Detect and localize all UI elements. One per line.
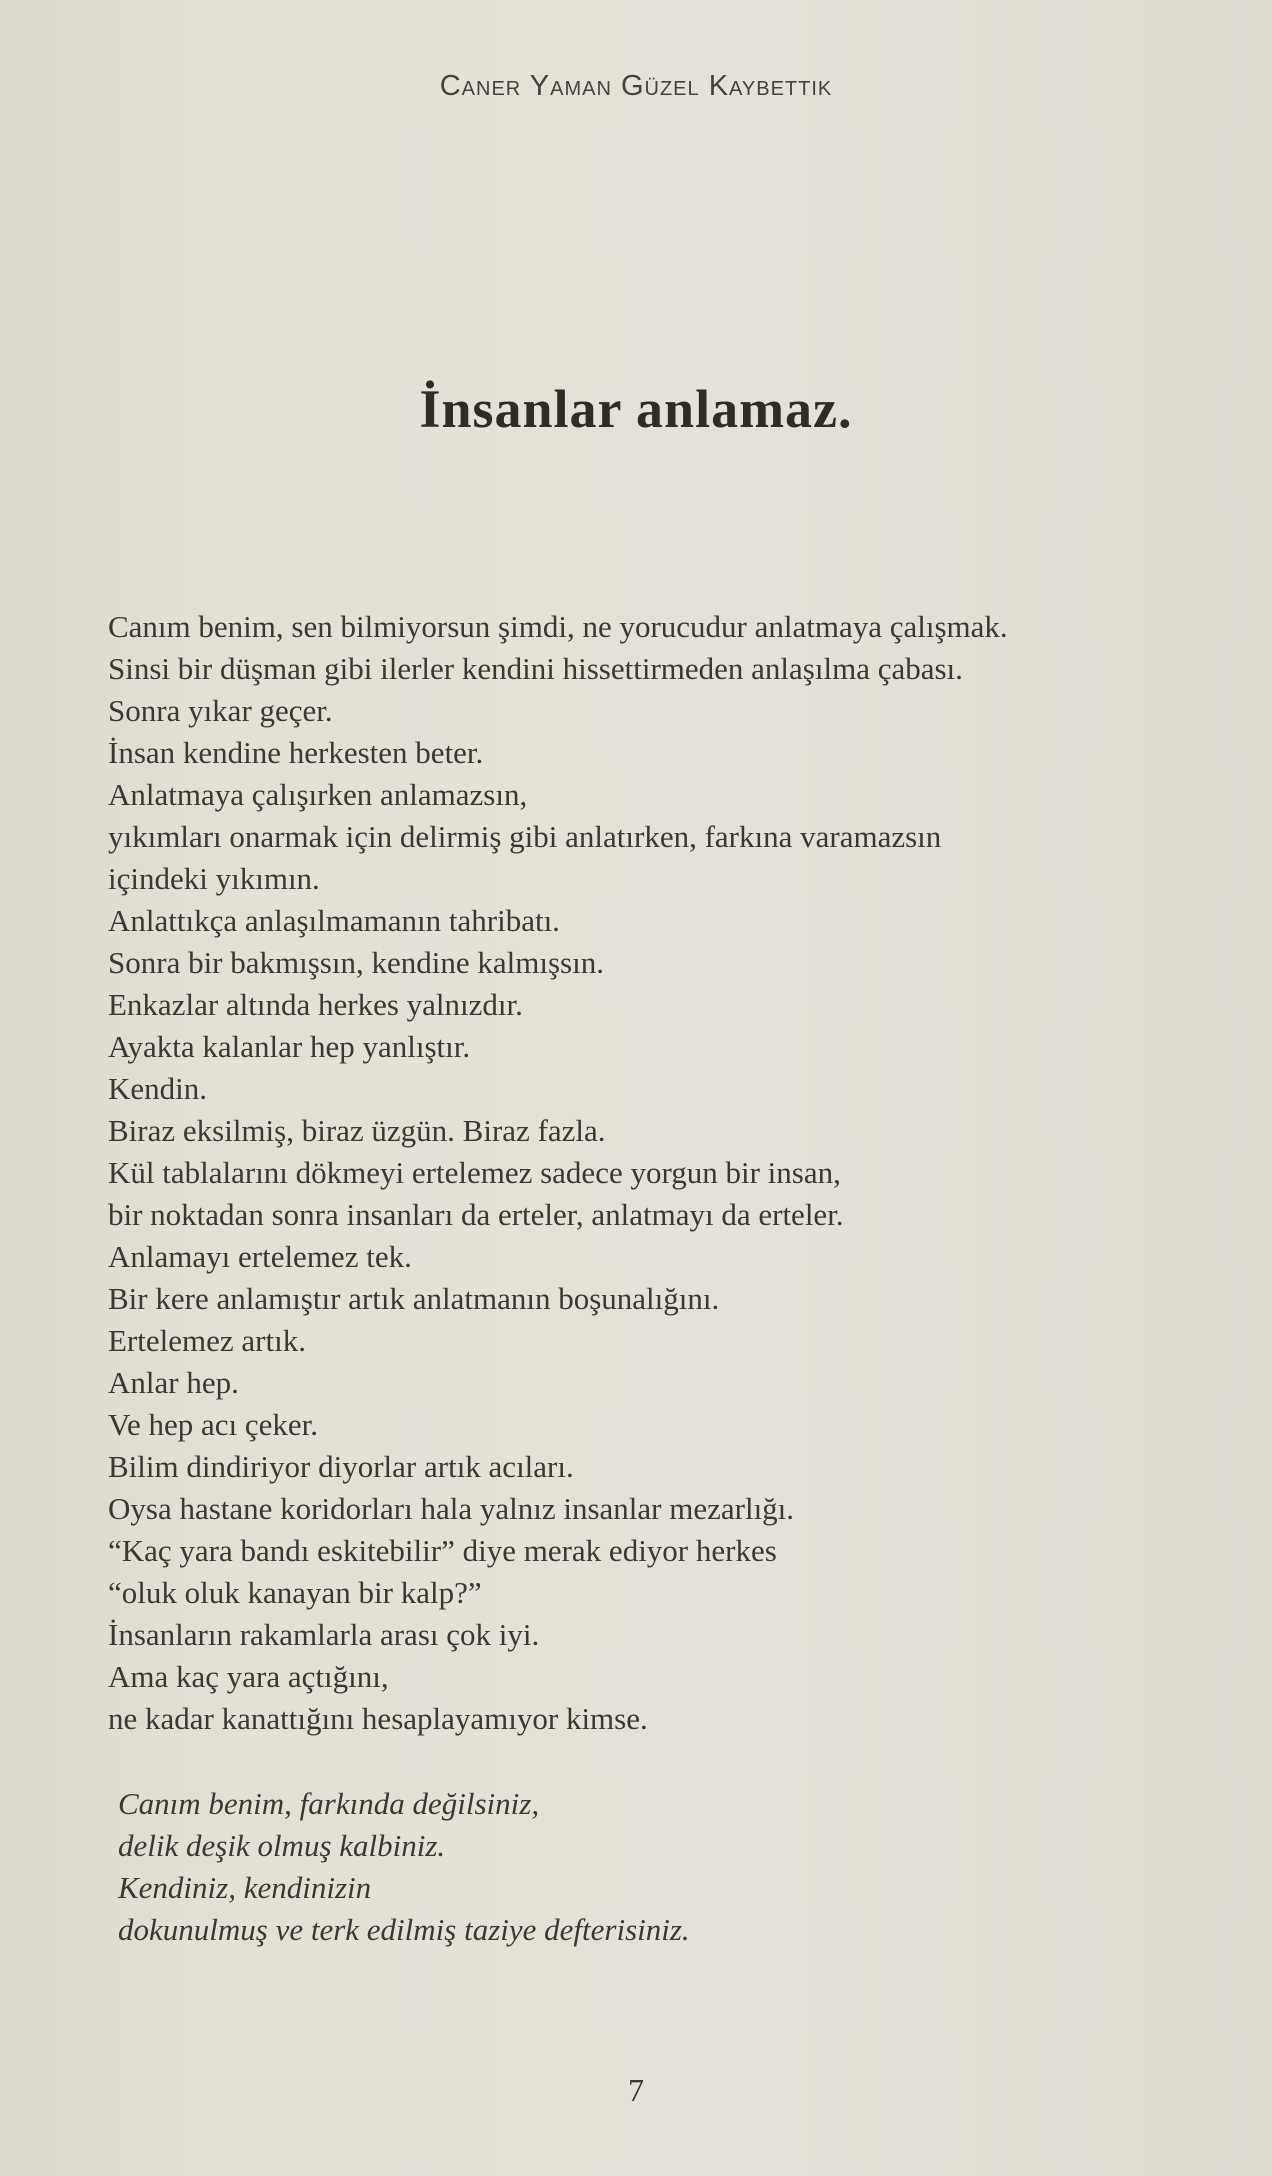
poem-line: Oysa hastane koridorları hala yalnız insanlar mezarlığı. [108,1491,795,1526]
running-head: Caner Yaman Güzel Kaybettik [439,70,833,102]
poem-line: ne kadar kanattığını hesaplayamıyor kimse. [108,1701,648,1736]
poem-line: Bir kere anlamıştır artık anlatmanın boşunalığını. [108,1281,720,1316]
poem-line: Ve hep acı çeker. [108,1407,318,1442]
poem-line: “oluk oluk kanayan bir kalp?” [108,1575,482,1610]
poem-line: Sonra bir bakmışsın, kendine kalmışsın. [108,945,604,980]
poem-line: “Kaç yara bandı eskitebilir” diye merak ediyor herkes [108,1533,777,1568]
poem-closing-stanza [118,1783,1218,1951]
poem-line: bir noktadan sonra insanları da erteler, anlatmayı da erteler. [108,1197,844,1232]
closing-line: delik deşik olmuş kalbiniz. [118,1828,446,1863]
poem-line: içindeki yıkımın. [108,861,320,896]
poem-line: Canım benim, sen bilmiyorsun şimdi, ne yorucudur anlatmaya çalışmak. [108,609,1008,644]
poem-line: Ayakta kalanlar hep yanlıştır. [108,1029,471,1064]
poem-line: İnsanların rakamlarla arası çok iyi. [108,1617,540,1652]
poem-line: Biraz eksilmiş, biraz üzgün. Biraz fazla. [108,1113,606,1148]
poem-line: Anlatmaya çalışırken anlamazsın, [108,777,528,812]
poem-line: Enkazlar altında herkes yalnızdır. [108,987,523,1022]
poem-line: Anlamayı ertelemez tek. [108,1239,412,1274]
poem-line: yıkımları onarmak için delirmiş gibi anlatırken, farkına varamazsın [108,819,942,854]
closing-line: dokunulmuş ve terk edilmiş taziye defterisiniz. [118,1912,690,1947]
closing-line: Kendiniz, kendinizin [118,1870,372,1905]
page-number: 7 [628,2072,644,2108]
poem-body [108,606,1218,1740]
poem-line: Kül tablalarını dökmeyi ertelemez sadece yorgun bir insan, [108,1155,841,1190]
poem-line: Sinsi bir düşman gibi ilerler kendini hissettirmeden anlaşılma çabası. [108,651,963,686]
poem-line: Kendin. [108,1071,208,1106]
closing-line: Canım benim, farkında değilsiniz, [118,1786,540,1821]
poem-line: Bilim dindiriyor diyorlar artık acıları. [108,1449,574,1484]
poem-line: Sonra yıkar geçer. [108,693,333,728]
poem-line: Anlar hep. [108,1365,239,1400]
poem-line: Anlattıkça anlaşılmamanın tahribatı. [108,903,560,938]
poem-line: Ertelemez artık. [108,1323,306,1358]
poem-title: İnsanlar anlamaz. [419,379,853,439]
poem-line: Ama kaç yara açtığını, [108,1659,389,1694]
poem-line: İnsan kendine herkesten beter. [108,735,484,770]
